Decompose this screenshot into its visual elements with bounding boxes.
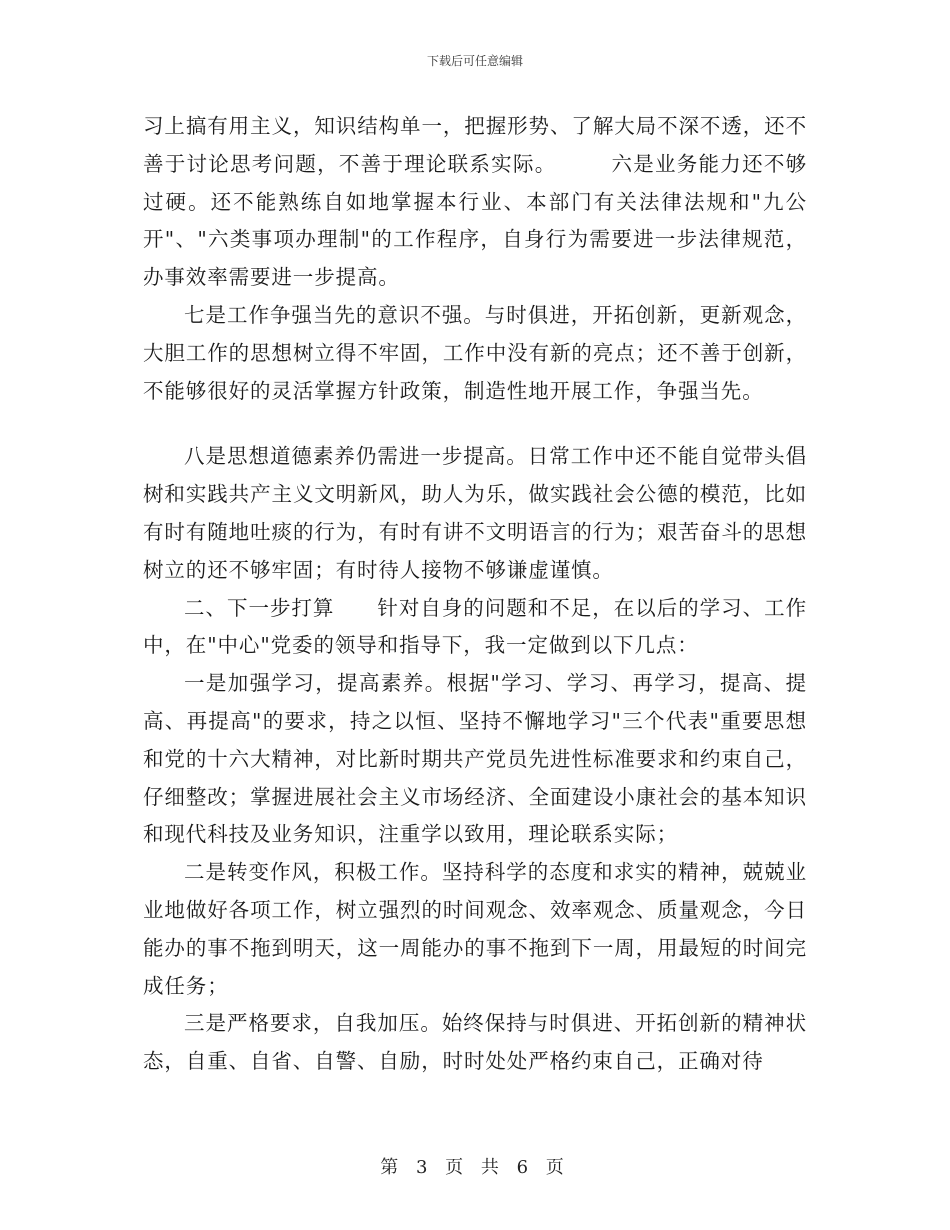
paragraph-step-one: 一是加强学习，提高素养。根据"学习、学习、再学习，提高、提高、再提高"的要求，持之以恒、坚持不懈地学习"三个代表"重要思想和党的十六大精神，对比新时期共产党员先进性标准要求和约束自己，仔细整改；掌握进展社会主义市场经济、全面建设小康社会的基本知识和现代科技及业务知识，注重学以致用，理论联系实际； [143, 671, 807, 847]
page-number: 第 3 页 共 6 页 [380, 1157, 570, 1178]
paragraph-continued: 习上搞有用主义，知识结构单一，把握形势、了解大局不深不透，还不善于讨论思考问题，不善于理论联系实际。 六是业务能力还不够过硬。还不能熟练自如地掌握本行业、本部门有关法律法规和"九公开"、"六类事项办理制"的工作程序，自身行为需要进一步法律规范，办事效率需要进一步提高。 [143, 114, 807, 290]
paragraph-step-three: 三是严格要求，自我加压。始终保持与时俱进、开拓创新的精神状态，自重、自省、自警、自励，时时处处严格约束自己，正确对待 [143, 1011, 807, 1074]
page-header-note: 下载后可任意编辑 [426, 54, 523, 68]
paragraph-next-steps: 二、下一步打算 针对自身的问题和不足，在以后的学习、工作中，在"中心"党委的领导和指导下，我一定做到以下几点： [143, 595, 807, 658]
document-body [143, 108, 807, 1081]
paragraph-item-eight: 八是思想道德素养仍需进一步提高。日常工作中还不能自觉带头倡树和实践共产主义文明新风，助人为乐，做实践社会公德的模范，比如有时有随地吐痰的行为，有时有讲不文明语言的行为；艰苦奋斗的思想树立的还不够牢固；有时待人接物不够谦虚谨慎。 [143, 444, 807, 582]
paragraph-step-two: 二是转变作风，积极工作。坚持科学的态度和求实的精神，兢兢业业地做好各项工作，树立强烈的时间观念、效率观念、质量观念，今日能办的事不拖到明天，这一周能办的事不拖到下一周，用最短的时间完成任务； [143, 860, 807, 998]
paragraph-item-seven: 七是工作争强当先的意识不强。与时俱进，开拓创新，更新观念，大胆工作的思想树立得不牢固，工作中没有新的亮点；还不善于创新，不能够很好的灵活掌握方针政策，制造性地开展工作，争强当先。 [143, 302, 807, 403]
